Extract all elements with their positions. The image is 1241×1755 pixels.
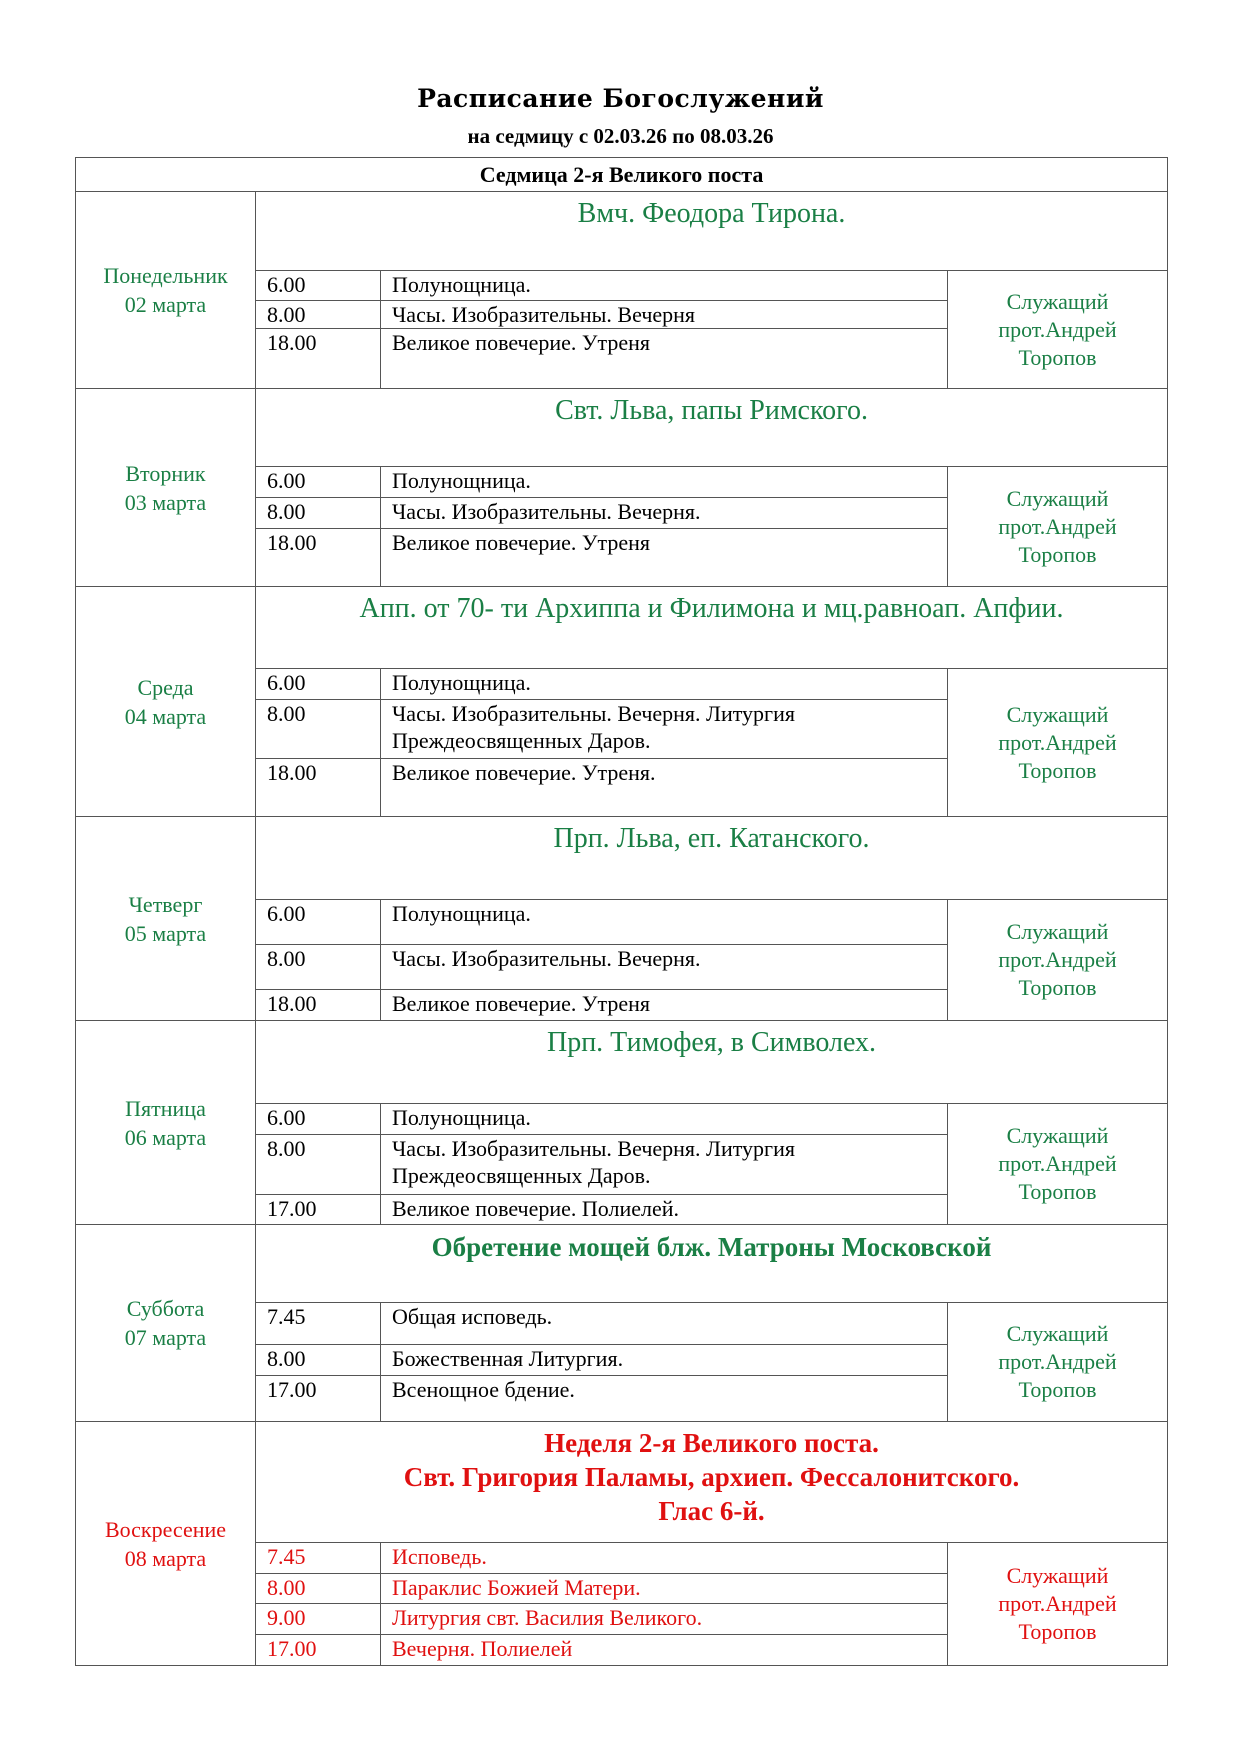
feast-title <box>256 1225 1168 1303</box>
service-line: Всенощное бдение. <box>392 1377 575 1402</box>
officiant-line: прот.Андрей <box>998 729 1117 755</box>
service-time: 9.00 <box>256 1604 381 1635</box>
service-name <box>381 669 948 700</box>
feast-line: Апп. от 70- ти Архиппа и Филимона и мц.равноап. Апфии. <box>359 593 1064 624</box>
feast-line: Неделя 2-я Великого поста. <box>544 1428 879 1458</box>
service-name <box>381 759 948 817</box>
day-label <box>76 1422 256 1666</box>
feast-line: Прп. Льва, еп. Катанского. <box>553 823 870 854</box>
service-line: Параклис Божией Матери. <box>392 1575 641 1600</box>
officiant-line: Служащий <box>1006 288 1109 314</box>
schedule-table <box>75 157 1168 1666</box>
officiant-line: Служащий <box>1006 1563 1109 1588</box>
officiant-line: Торопов <box>1018 541 1097 567</box>
service-time: 18.00 <box>256 329 381 389</box>
feast-line: Обретение мощей блж. Матроны Московской <box>431 1232 992 1262</box>
officiant <box>948 467 1168 587</box>
officiant <box>948 669 1168 817</box>
officiant <box>948 271 1168 389</box>
officiant-line: прот.Андрей <box>998 316 1117 342</box>
feast-title <box>256 1021 1168 1104</box>
feast-title <box>256 817 1168 900</box>
officiant-line: Служащий <box>1006 701 1109 727</box>
week-header-row <box>76 158 1168 192</box>
service-line: Великое повечерие. Утреня <box>392 991 651 1016</box>
service-line: Полунощница. <box>392 670 531 695</box>
service-line: Литургия свт. Василия Великого. <box>392 1605 703 1630</box>
service-line: Полунощница. <box>392 901 531 926</box>
day-feast-row <box>76 817 1168 900</box>
feast-title <box>256 587 1168 669</box>
service-time: 8.00 <box>256 1135 381 1195</box>
officiant <box>948 1303 1168 1422</box>
date: 04 марта <box>124 703 207 729</box>
feast-title <box>256 1422 1168 1543</box>
service-name <box>381 1195 948 1225</box>
service-time: 18.00 <box>256 529 381 587</box>
weekday: Суббота <box>126 1296 205 1321</box>
service-time: 6.00 <box>256 900 381 945</box>
service-line: Общая исповедь. <box>392 1304 553 1329</box>
service-line: Великое повечерие. Утреня. <box>392 760 656 785</box>
service-time: 8.00 <box>256 700 381 759</box>
week-title: Седмица 2-я Великого поста <box>76 158 1168 192</box>
document-subtitle: на седмицу с 02.03.26 по 08.03.26 <box>467 124 774 148</box>
weekday: Понедельник <box>103 263 228 288</box>
service-line: Полунощница. <box>392 272 531 297</box>
service-name <box>381 301 948 329</box>
date: 08 марта <box>124 1545 207 1571</box>
service-name <box>381 498 948 529</box>
officiant-line: Служащий <box>1006 1123 1109 1148</box>
service-time: 8.00 <box>256 498 381 529</box>
day-label <box>76 587 256 817</box>
officiant <box>948 900 1168 1021</box>
service-line: Часы. Изобразительны. Вечерня. <box>392 946 701 971</box>
service-time: 8.00 <box>256 945 381 990</box>
service-name <box>381 1303 948 1345</box>
officiant-line: прот.Андрей <box>998 513 1117 539</box>
service-line: Преждеосвященных Даров. <box>392 1163 651 1188</box>
officiant-line: прот.Андрей <box>998 1151 1117 1176</box>
officiant <box>948 1104 1168 1225</box>
officiant-line: Торопов <box>1018 975 1097 1000</box>
day-feast-row <box>76 1021 1168 1104</box>
service-time: 17.00 <box>256 1376 381 1422</box>
service-time: 8.00 <box>256 1574 381 1604</box>
date: 05 марта <box>124 920 207 946</box>
date: 06 марта <box>124 1124 207 1150</box>
day-feast-row <box>76 389 1168 467</box>
officiant-line: Торопов <box>1018 757 1097 783</box>
document-title: Расписание Богослужений <box>417 84 824 113</box>
officiant-line: прот.Андрей <box>998 1591 1117 1616</box>
service-line: Часы. Изобразительны. Вечерня. Литургия <box>392 1136 795 1161</box>
service-time: 6.00 <box>256 1104 381 1135</box>
date: 07 марта <box>124 1325 207 1350</box>
feast-title <box>256 192 1168 271</box>
service-line: Великое повечерие. Утреня <box>392 530 651 555</box>
service-name <box>381 467 948 498</box>
day-feast-row <box>76 192 1168 271</box>
feast-title <box>256 389 1168 467</box>
date: 02 марта <box>124 292 207 317</box>
service-name <box>381 1345 948 1376</box>
weekday: Среда <box>137 674 194 700</box>
officiant-line: Торопов <box>1018 1619 1097 1644</box>
service-name <box>381 1604 948 1635</box>
service-time: 6.00 <box>256 669 381 700</box>
service-name <box>381 1543 948 1574</box>
day-label <box>76 1225 256 1422</box>
day-label <box>76 817 256 1021</box>
service-name <box>381 990 948 1021</box>
service-line: Великое повечерие. Полиелей. <box>392 1196 680 1221</box>
service-time: 6.00 <box>256 271 381 301</box>
officiant-line: Торопов <box>1018 1179 1097 1204</box>
weekday: Четверг <box>128 891 203 917</box>
service-line: Часы. Изобразительны. Вечерня. Литургия <box>392 701 795 726</box>
service-name <box>381 1104 948 1135</box>
date: 03 марта <box>124 489 207 515</box>
service-time: 7.45 <box>256 1303 381 1345</box>
day-feast-row <box>76 587 1168 669</box>
service-name <box>381 1135 948 1195</box>
service-line: Вечерня. Полиелей <box>392 1636 573 1661</box>
officiant-line: Торопов <box>1018 1377 1097 1402</box>
feast-line: Свт. Григория Паламы, архиеп. Фессалонитского. <box>403 1462 1020 1492</box>
day-feast-row <box>76 1225 1168 1303</box>
weekday: Пятница <box>125 1095 206 1121</box>
service-name <box>381 945 948 990</box>
weekday: Воскресение <box>104 1516 227 1542</box>
day-label <box>76 192 256 389</box>
service-time: 18.00 <box>256 759 381 817</box>
service-line: Преждеосвященных Даров. <box>392 728 651 753</box>
service-name <box>381 1574 948 1604</box>
service-line: Часы. Изобразительны. Вечерня. <box>392 499 701 524</box>
day-label <box>76 1021 256 1225</box>
service-name <box>381 529 948 587</box>
service-name <box>381 329 948 389</box>
service-line: Часы. Изобразительны. Вечерня <box>392 302 696 327</box>
service-time: 7.45 <box>256 1543 381 1574</box>
officiant-line: Служащий <box>1006 485 1109 511</box>
service-line: Полунощница. <box>392 1105 531 1130</box>
service-name <box>381 271 948 301</box>
service-name <box>381 1376 948 1422</box>
officiant-line: Служащий <box>1006 919 1109 944</box>
service-line: Полунощница. <box>392 468 531 493</box>
officiant-line: Торопов <box>1018 344 1097 370</box>
service-time: 17.00 <box>256 1195 381 1225</box>
day-label <box>76 389 256 587</box>
service-line: Исповедь. <box>392 1544 487 1569</box>
feast-line: Глас 6-й. <box>658 1496 765 1526</box>
weekday: Вторник <box>125 460 206 486</box>
service-name <box>381 900 948 945</box>
day-feast-row <box>76 1422 1168 1543</box>
officiant-line: прот.Андрей <box>998 1349 1117 1374</box>
service-time: 18.00 <box>256 990 381 1021</box>
officiant <box>948 1543 1168 1666</box>
feast-line: Свт. Льва, папы Римского. <box>555 395 868 426</box>
officiant-line: Служащий <box>1006 1321 1109 1346</box>
service-time: 8.00 <box>256 301 381 329</box>
service-line: Великое повечерие. Утреня <box>392 330 651 355</box>
service-time: 8.00 <box>256 1345 381 1376</box>
officiant-line: прот.Андрей <box>998 947 1117 972</box>
service-name <box>381 700 948 759</box>
service-time: 6.00 <box>256 467 381 498</box>
service-line: Божественная Литургия. <box>392 1346 624 1371</box>
service-time: 17.00 <box>256 1635 381 1666</box>
service-name <box>381 1635 948 1666</box>
feast-line: Вмч. Феодора Тирона. <box>577 198 846 229</box>
feast-line: Прп. Тимофея, в Символех. <box>546 1027 877 1058</box>
